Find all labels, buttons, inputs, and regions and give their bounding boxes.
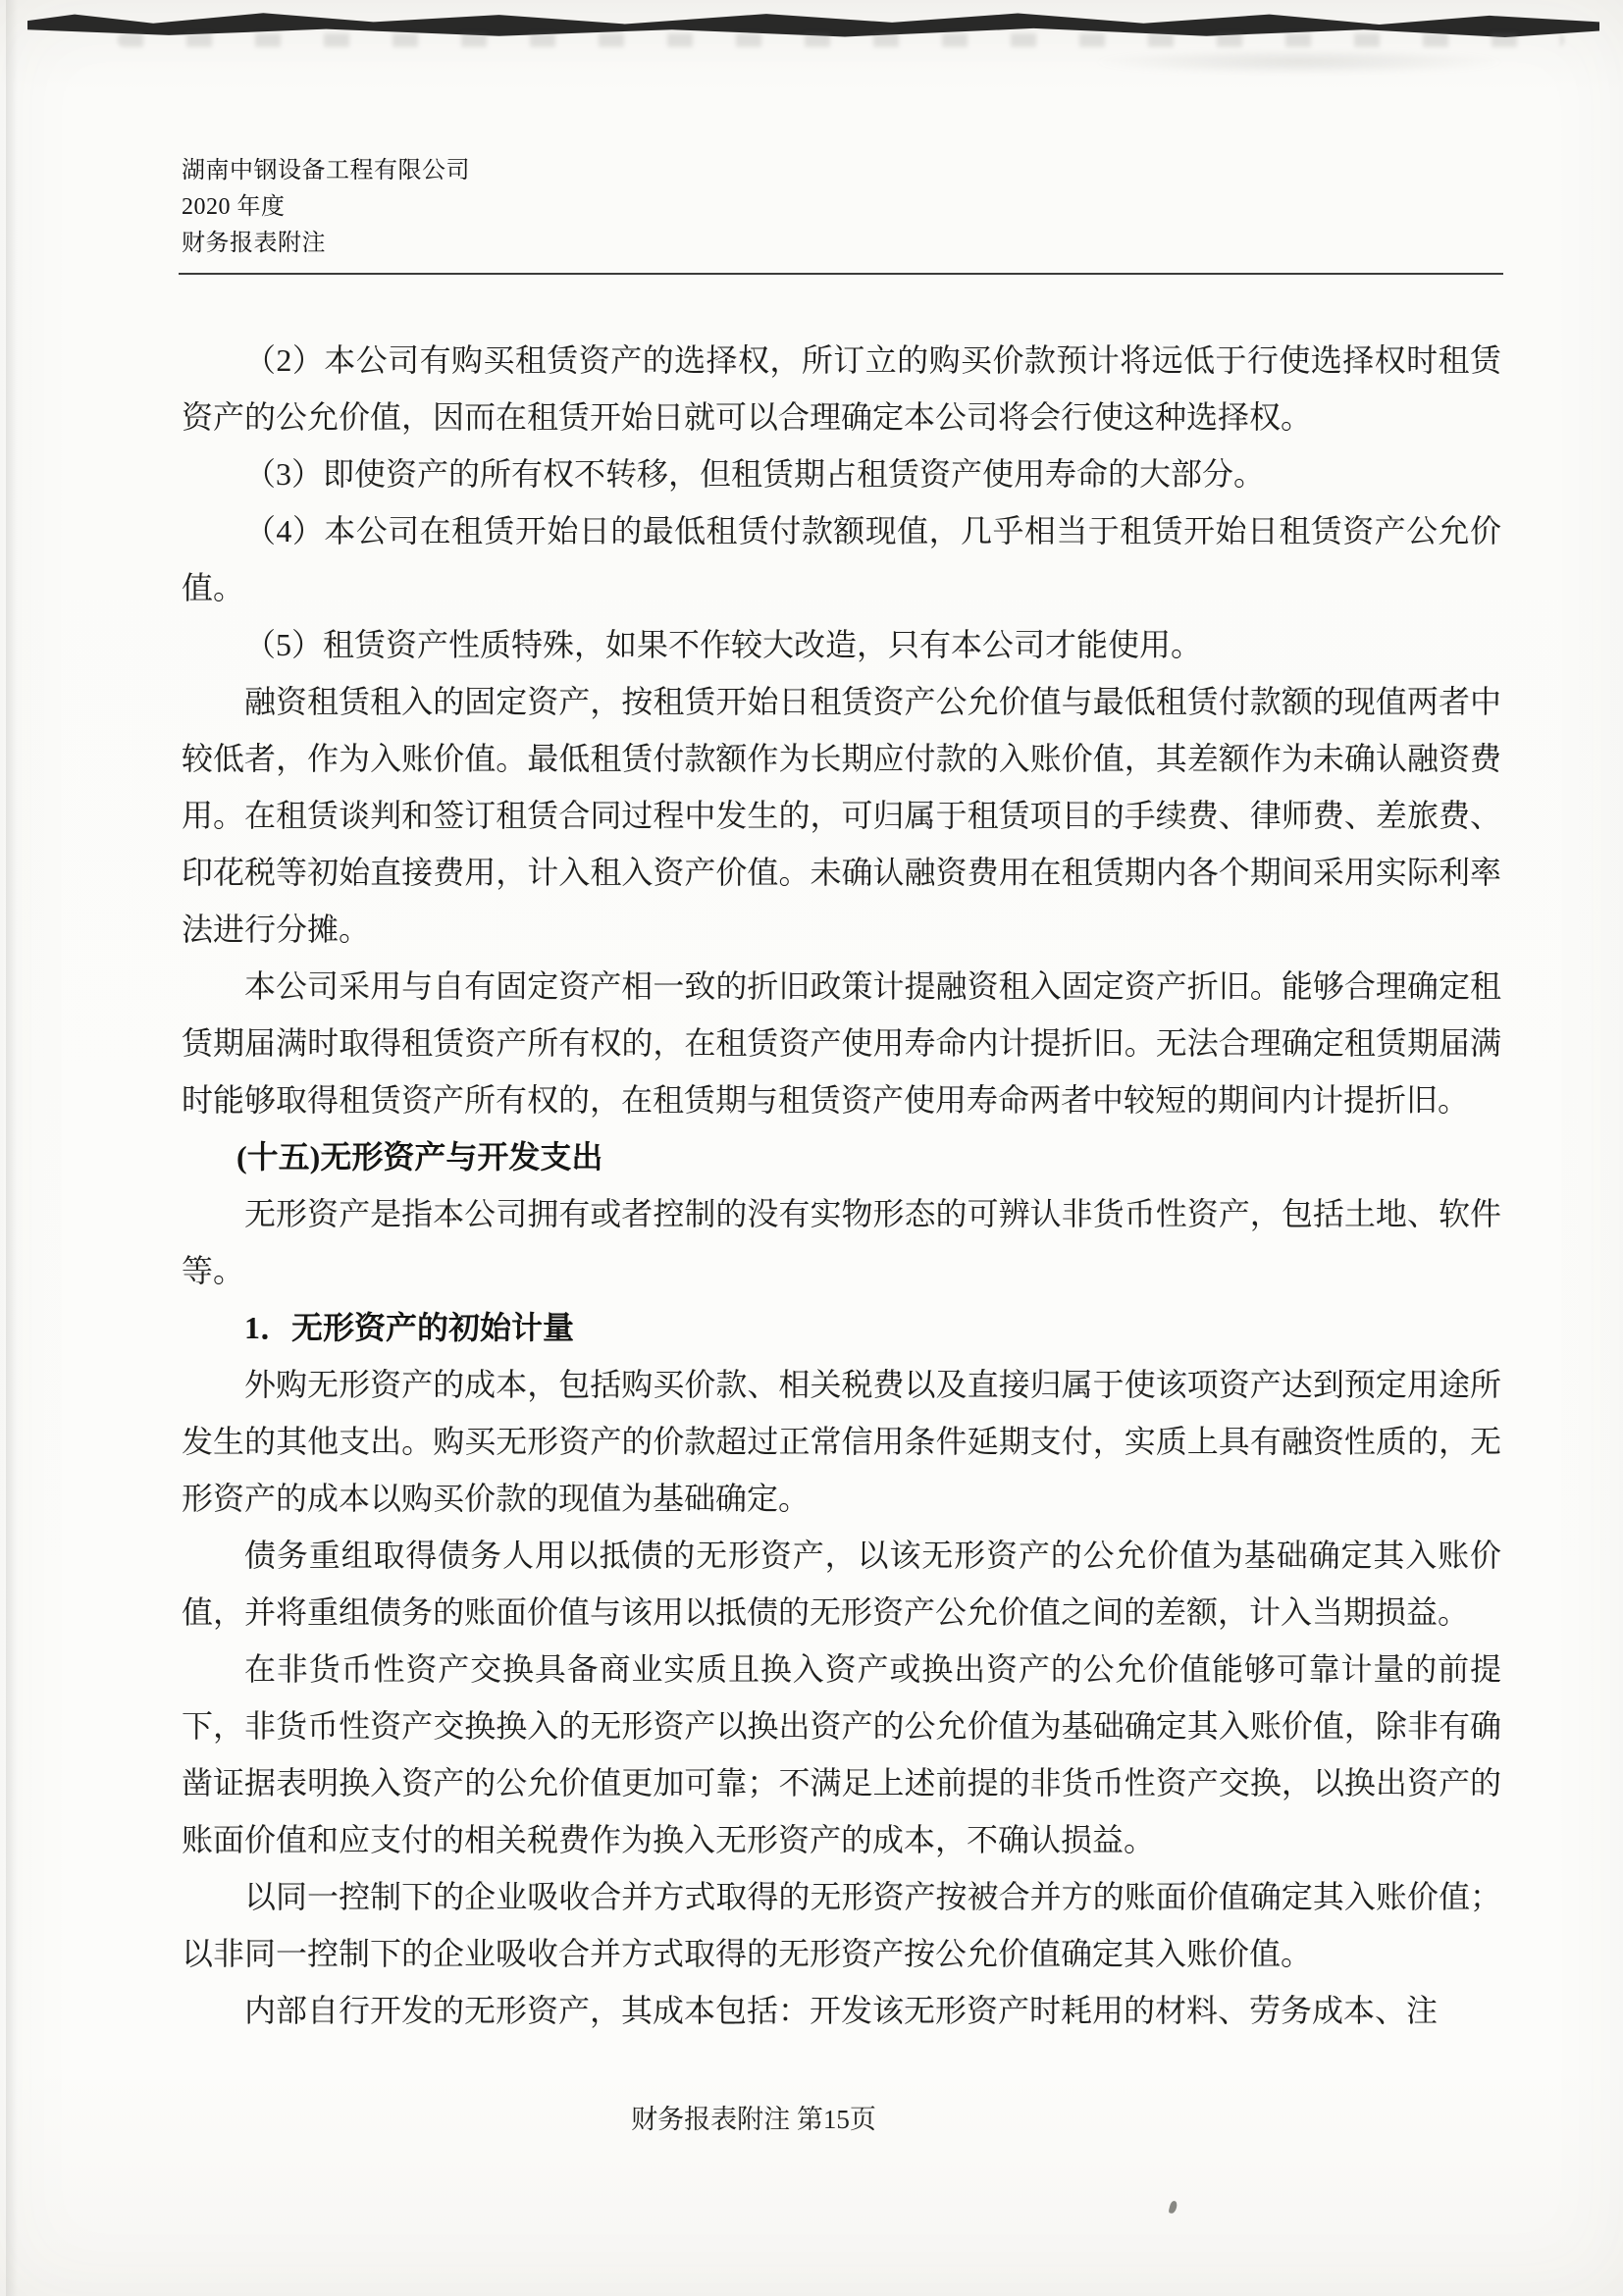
footer-page-label: 财务报表附注 第15页 — [631, 2105, 876, 2134]
paragraph: 以同一控制下的企业吸收合并方式取得的无形资产按被合并方的账面价值确定其入账价值；以非同一控制下的企业吸收合并方式取得的无形资产按公允价值确定其入账价值。 — [182, 1879, 1501, 1971]
paragraph: （2）本公司有购买租赁资产的选择权，所订立的购买价款预计将远低于行使选择权时租赁资产的公允价值，因而在租赁开始日就可以合理确定本公司将会行使这种选择权。 — [182, 342, 1501, 435]
company-name: 湖南中钢设备工程有限公司 — [182, 158, 470, 183]
paragraph: （4）本公司在租赁开始日的最低租赁付款额现值，几乎相当于租赁开始日租赁资产公允价值。 — [182, 513, 1501, 605]
paragraph: 外购无形资产的成本，包括购买价款、相关税费以及直接归属于使该项资产达到预定用途所发生的其他支出。购买无形资产的价款超过正常信用条件延期支付，实质上具有融资性质的，无形资产的成本以购买价款的现值为基础确定。 — [182, 1367, 1501, 1516]
paragraph: （5）租赁资产性质特殊，如果不作较大改造，只有本公司才能使用。 — [244, 627, 1203, 662]
header-divider — [179, 273, 1503, 275]
paragraph: 在非货币性资产交换具备商业实质且换入资产或换出资产的公允价值能够可靠计量的前提下，非货币性资产交换换入的无形资产以换出资产的公允价值为基础确定其入账价值，除非有确凿证据表明换入资产的公允价值更加可靠；不满足上述前提的非货币性资产交换，以换出资产的账面价值和应支付的相关税费作为换入无形资产的成本，不确认损益。 — [182, 1651, 1501, 1857]
paragraph: 内部自行开发的无形资产，其成本包括：开发该无形资产时耗用的材料、劳务成本、注 — [244, 1993, 1439, 2028]
scan-artifact-smear — [118, 33, 1564, 47]
document-body — [182, 332, 1501, 2039]
paragraph: 无形资产是指本公司拥有或者控制的没有实物形态的可辨认非货币性资产，包括土地、软件等。 — [182, 1196, 1501, 1288]
scan-artifact-blob — [1093, 49, 1505, 75]
paragraph: 本公司采用与自有固定资产相一致的折旧政策计提融资租入固定资产折旧。能够合理确定租赁期届满时取得租赁资产所有权的，在租赁资产使用寿命内计提折旧。无法合理确定租赁期届满时能够取得租赁资产所有权的，在租赁期与租赁资产使用寿命两者中较短的期间内计提折旧。 — [182, 968, 1501, 1118]
scan-artifact-left-edge — [6, 0, 18, 2296]
section-heading: (十五)无形资产与开发支出 — [236, 1139, 603, 1174]
scan-artifact-speck — [1169, 2200, 1178, 2214]
page-footer — [0, 2098, 1623, 2136]
page-header — [182, 153, 1501, 262]
paragraph: （3）即使资产的所有权不转移，但租赁期占租赁资产使用寿命的大部分。 — [244, 456, 1266, 492]
report-title: 财务报表附注 — [182, 231, 326, 256]
paragraph: 债务重组取得债务人用以抵债的无形资产，以该无形资产的公允价值为基础确定其入账价值，并将重组债务的账面价值与该用以抵债的无形资产公允价值之间的差额，计入当期损益。 — [182, 1538, 1501, 1630]
sub-heading: 1．无形资产的初始计量 — [244, 1310, 575, 1345]
paragraph: 融资租赁租入的固定资产，按租赁开始日租赁资产公允价值与最低租赁付款额的现值两者中较低者，作为入账价值。最低租赁付款额作为长期应付款的入账价值，其差额作为未确认融资费用。在租赁谈判和签订租赁合同过程中发生的，可归属于租赁项目的手续费、律师费、差旅费、印花税等初始直接费用，计入租入资产价值。未确认融资费用在租赁期内各个期间采用实际利率法进行分摊。 — [182, 684, 1501, 947]
report-period: 2020 年度 — [182, 194, 286, 220]
